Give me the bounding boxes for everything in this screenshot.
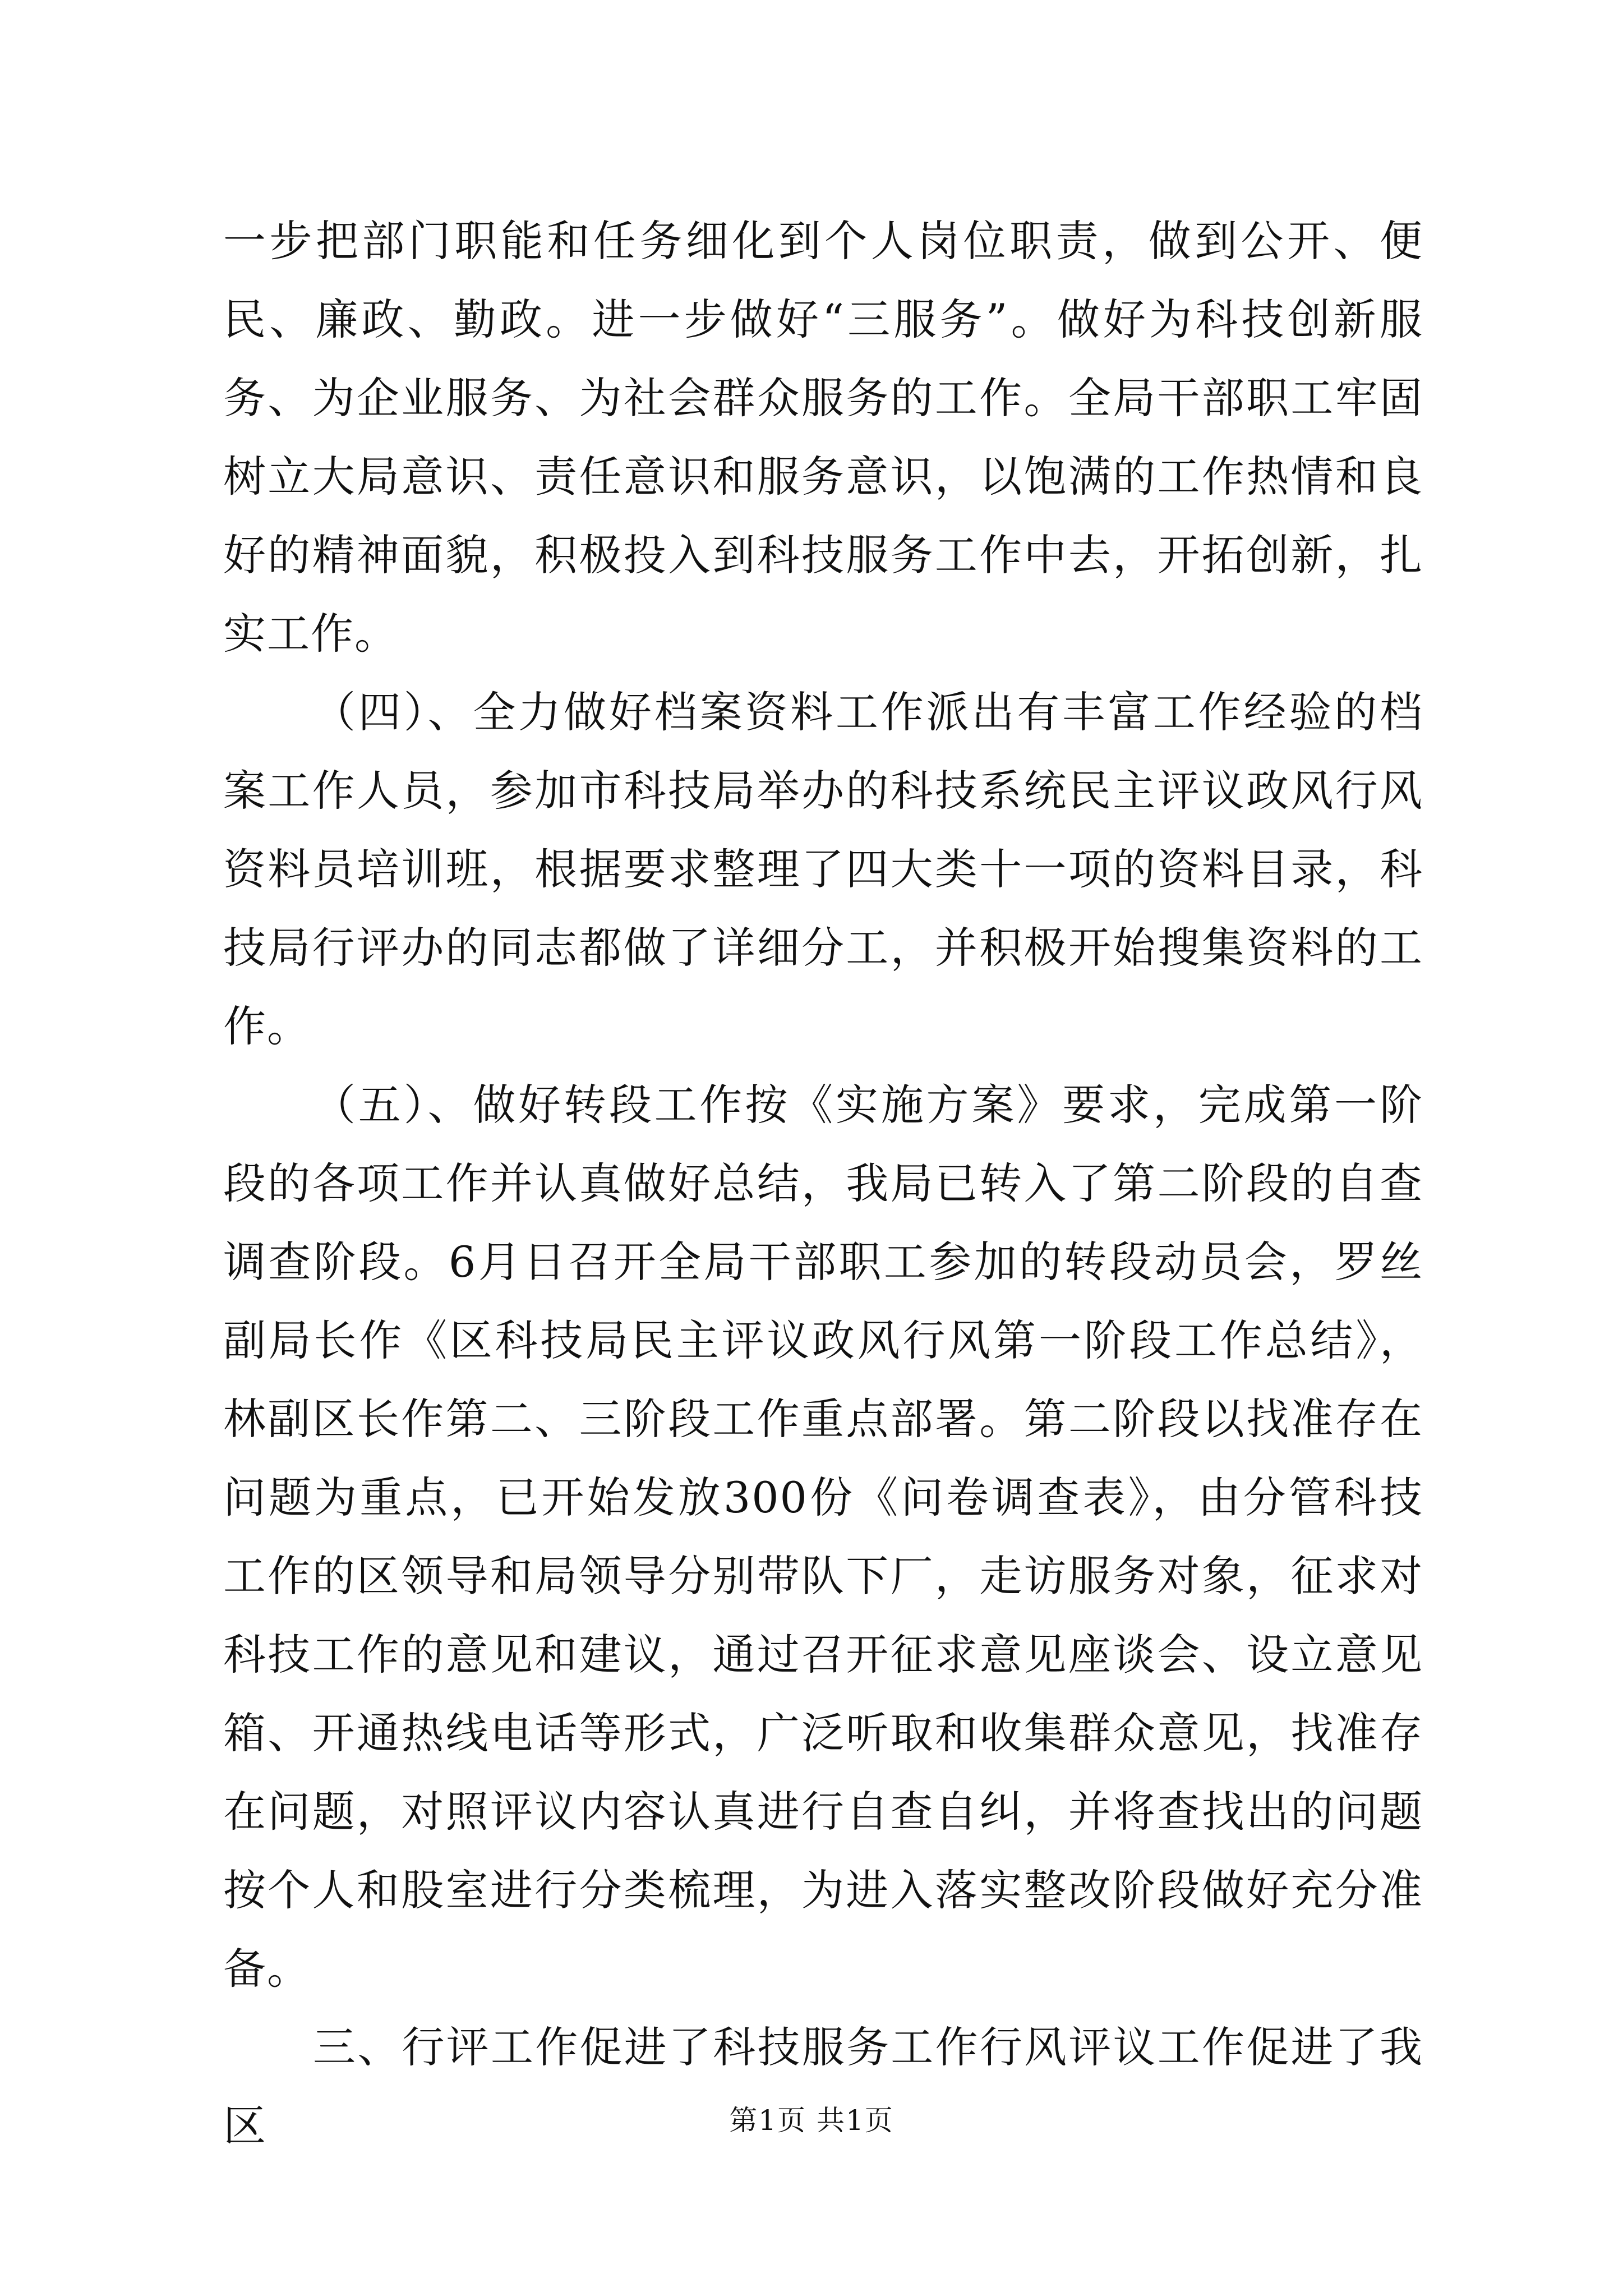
paragraph-3: （五）、做好转段工作按《实施方案》要求，完成第一阶段的各项工作并认真做好总结，我局已转入了第二阶段的自查调查阶段。6月日召开全局干部职工参加的转段动员会，罗丝副局长作《区科技局民主评议政风行风第一阶段工作总结》，林副区长作第二、三阶段工作重点部署。第二阶段以找准存在问题为重点，已开始发放300份《问卷调查表》，由分管科技工作的区领导和局领导分别带队下厂，走访服务对象，征求对科技工作的意见和建议，通过召开征求意见座谈会、设立意见箱、开通热线电话等形式，广泛听取和收集群众意见，找准存在问题，对照评议内容认真进行自查自纠，并将查找出的问题按个人和股室进行分类梳理，为进入落实整改阶段做好充分准备。 [223,1080,1423,1994]
paragraph-4: 三、行评工作促进了科技服务工作行风评议工作促进了我区 [223,2022,1423,2151]
paragraph-2: （四）、全力做好档案资料工作派出有丰富工作经验的档案工作人员，参加市科技局举办的科技系统民主评议政风行风资料员培训班，根据要求整理了四大类十一项的资料目录，科技局行评办的同志都做了详细分工，并积极开始搜集资料的工作。 [223,687,1423,1051]
paragraph-1: 一步把部门职能和任务细化到个人岗位职责，做到公开、便民、廉政、勤政。进一步做好“三服务”。做好为科技创新服务、为企业服务、为社会群众服务的工作。全局干部职工牢固树立大局意识、责任意识和服务意识，以饱满的工作热情和良好的精神面貌，积极投入到科技服务工作中去，开拓创新，扎实工作。 [223,216,1423,659]
document-body [223,202,1423,2165]
page-footer: 第1页 共1页 [729,2104,894,2137]
